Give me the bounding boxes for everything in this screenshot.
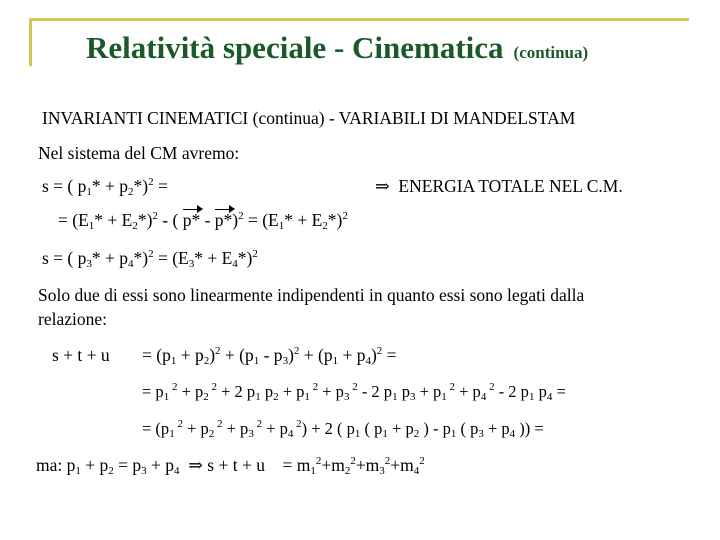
title-subtitle: (continua) — [513, 43, 589, 62]
implies-arrow-icon: ⇒ — [188, 455, 203, 475]
title-main: Relatività speciale - Cinematica — [86, 30, 504, 65]
s-definition: s = ( $p_1* + p_2*)^2$ = — [42, 176, 168, 198]
conclusion-line: ma: $p_1 + p_2 = p_3 + p_4$ ⇒ s + t + u = $m_1^2+m_2^2+m_3^2+m_4^2$ — [36, 455, 425, 477]
stu-rhs: = $(p_1 + p_2)^2 + (p_1 - p_3)^2 + (p_1 + p_4)^2$ = — [142, 345, 397, 367]
expansion-line: = $p_1$ $^2 + p_2$ $^2$ + 2 $p_1$ $p_2 + p_1$ $^2 + p_3$ $^2$ - 2 $p_1$ $p_3 + p_1$ $^2 + p_4$ $^2$ - 2 $p_1$ $p_4$ = — [142, 381, 566, 403]
paragraph-line-1: Solo due di essi sono linearmente indipendenti in quanto essi sono legati dalla — [38, 285, 585, 305]
momentum-vector: p* — [182, 210, 201, 230]
energy-note: ⇒ ENERGIA TOTALE NEL C.M. — [375, 176, 623, 196]
section-heading: INVARIANTI CINEMATICI (continua) - VARIABILI DI MANDELSTAM — [42, 108, 576, 128]
stu-lhs: s + t + u — [52, 345, 110, 365]
slide-title — [86, 30, 588, 66]
cm-intro-text: Nel sistema del CM avremo: — [38, 143, 240, 163]
accent-bar-vertical — [29, 18, 32, 66]
accent-bar-horizontal — [29, 18, 689, 21]
energy-expression: = $(E_1* + E_2*)^2$ - ( $p* - p*)^2 = (E_1* + E_2*)^2$ — [58, 210, 348, 232]
s-final: s = ( $p_3* + p_4*)^2 = (E_3* + E_4*)^2$ — [42, 248, 258, 270]
momentum-vector: p* — [214, 210, 233, 230]
paragraph-line-2: relazione: — [38, 309, 107, 329]
regroup-line: = ($p_1$ $^2 + p_2$ $^2 + p_3$ $^2 + p_4$ $^2$) + 2 ( $p_1$ ( $p_1 + p_2$ ) - $p_1$ ( $p_3 + p_4$ )) = — [142, 418, 544, 440]
implies-arrow-icon: ⇒ — [375, 176, 390, 196]
